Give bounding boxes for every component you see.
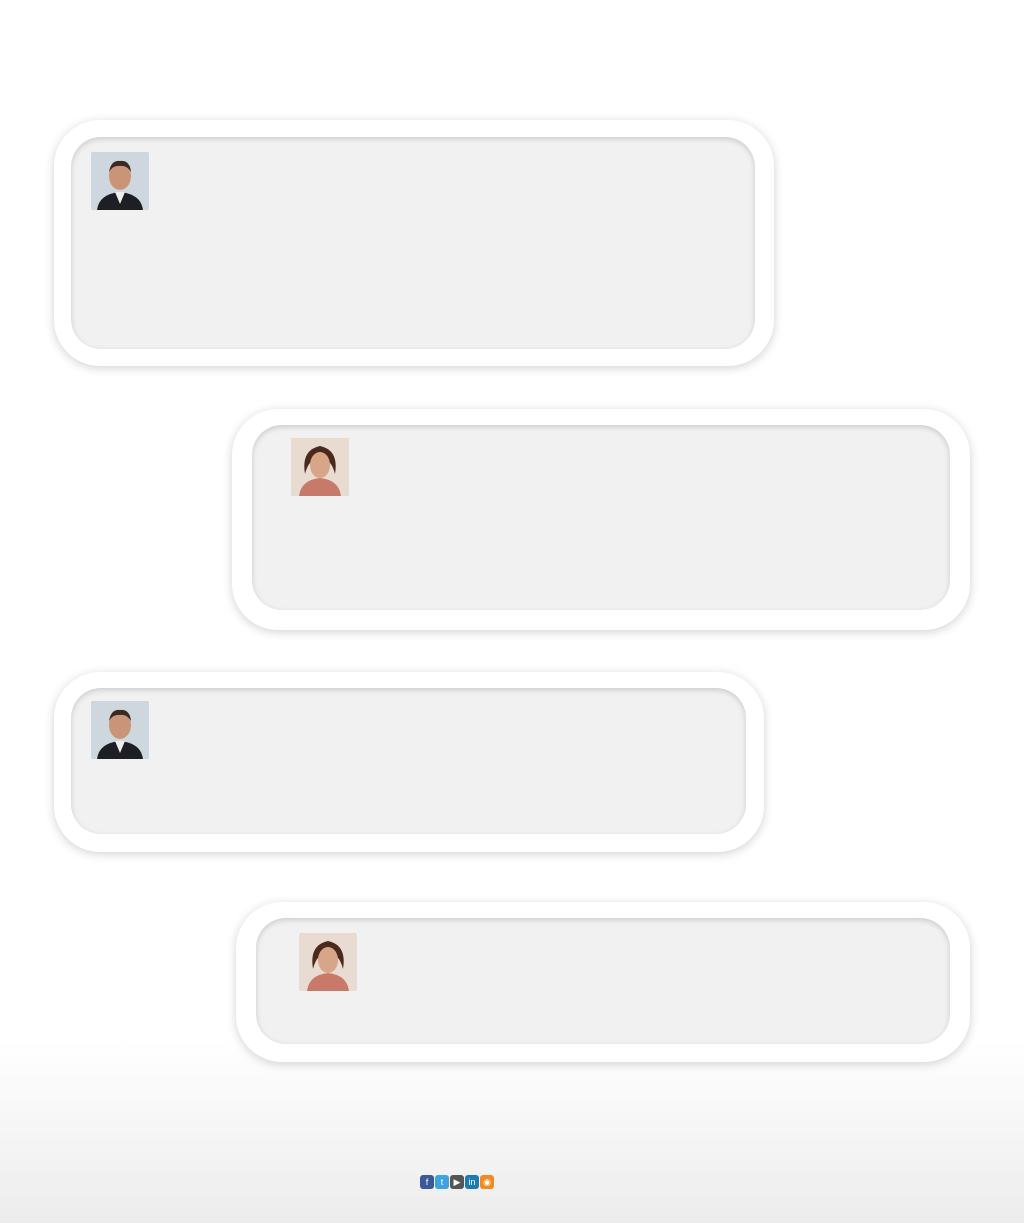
facebook-icon[interactable]: f: [420, 1175, 434, 1189]
female-headshot-photo: [299, 933, 357, 991]
practice-resource-text: [291, 436, 921, 498]
typical-day-text: [91, 150, 723, 212]
decorative-gears-bottom: [0, 1123, 260, 1223]
female-headshot-photo: [291, 438, 349, 496]
male-headshot-photo: [91, 701, 149, 759]
typical-day-gear: [736, 130, 960, 354]
favorite-part-text: [299, 931, 924, 993]
youtube-icon[interactable]: ▶: [450, 1175, 464, 1189]
future-cv-text: [91, 699, 716, 761]
rss-icon[interactable]: ◉: [480, 1175, 494, 1189]
practice-resource-title: [48, 408, 272, 632]
footer-issue: [78, 1176, 84, 1191]
footer-social: [420, 1174, 499, 1189]
male-headshot-photo: [91, 152, 149, 210]
typical-day-title: [736, 130, 960, 354]
decorative-gears-top: [0, 0, 1024, 80]
practice-resource-gear: [48, 408, 272, 632]
future-cv-title: [728, 642, 952, 866]
future-cv-gear: [728, 642, 952, 866]
linkedin-icon[interactable]: in: [465, 1175, 479, 1189]
twitter-icon[interactable]: t: [435, 1175, 449, 1189]
favorite-part-gear: [53, 870, 277, 1094]
favorite-part-title: [53, 870, 277, 1094]
